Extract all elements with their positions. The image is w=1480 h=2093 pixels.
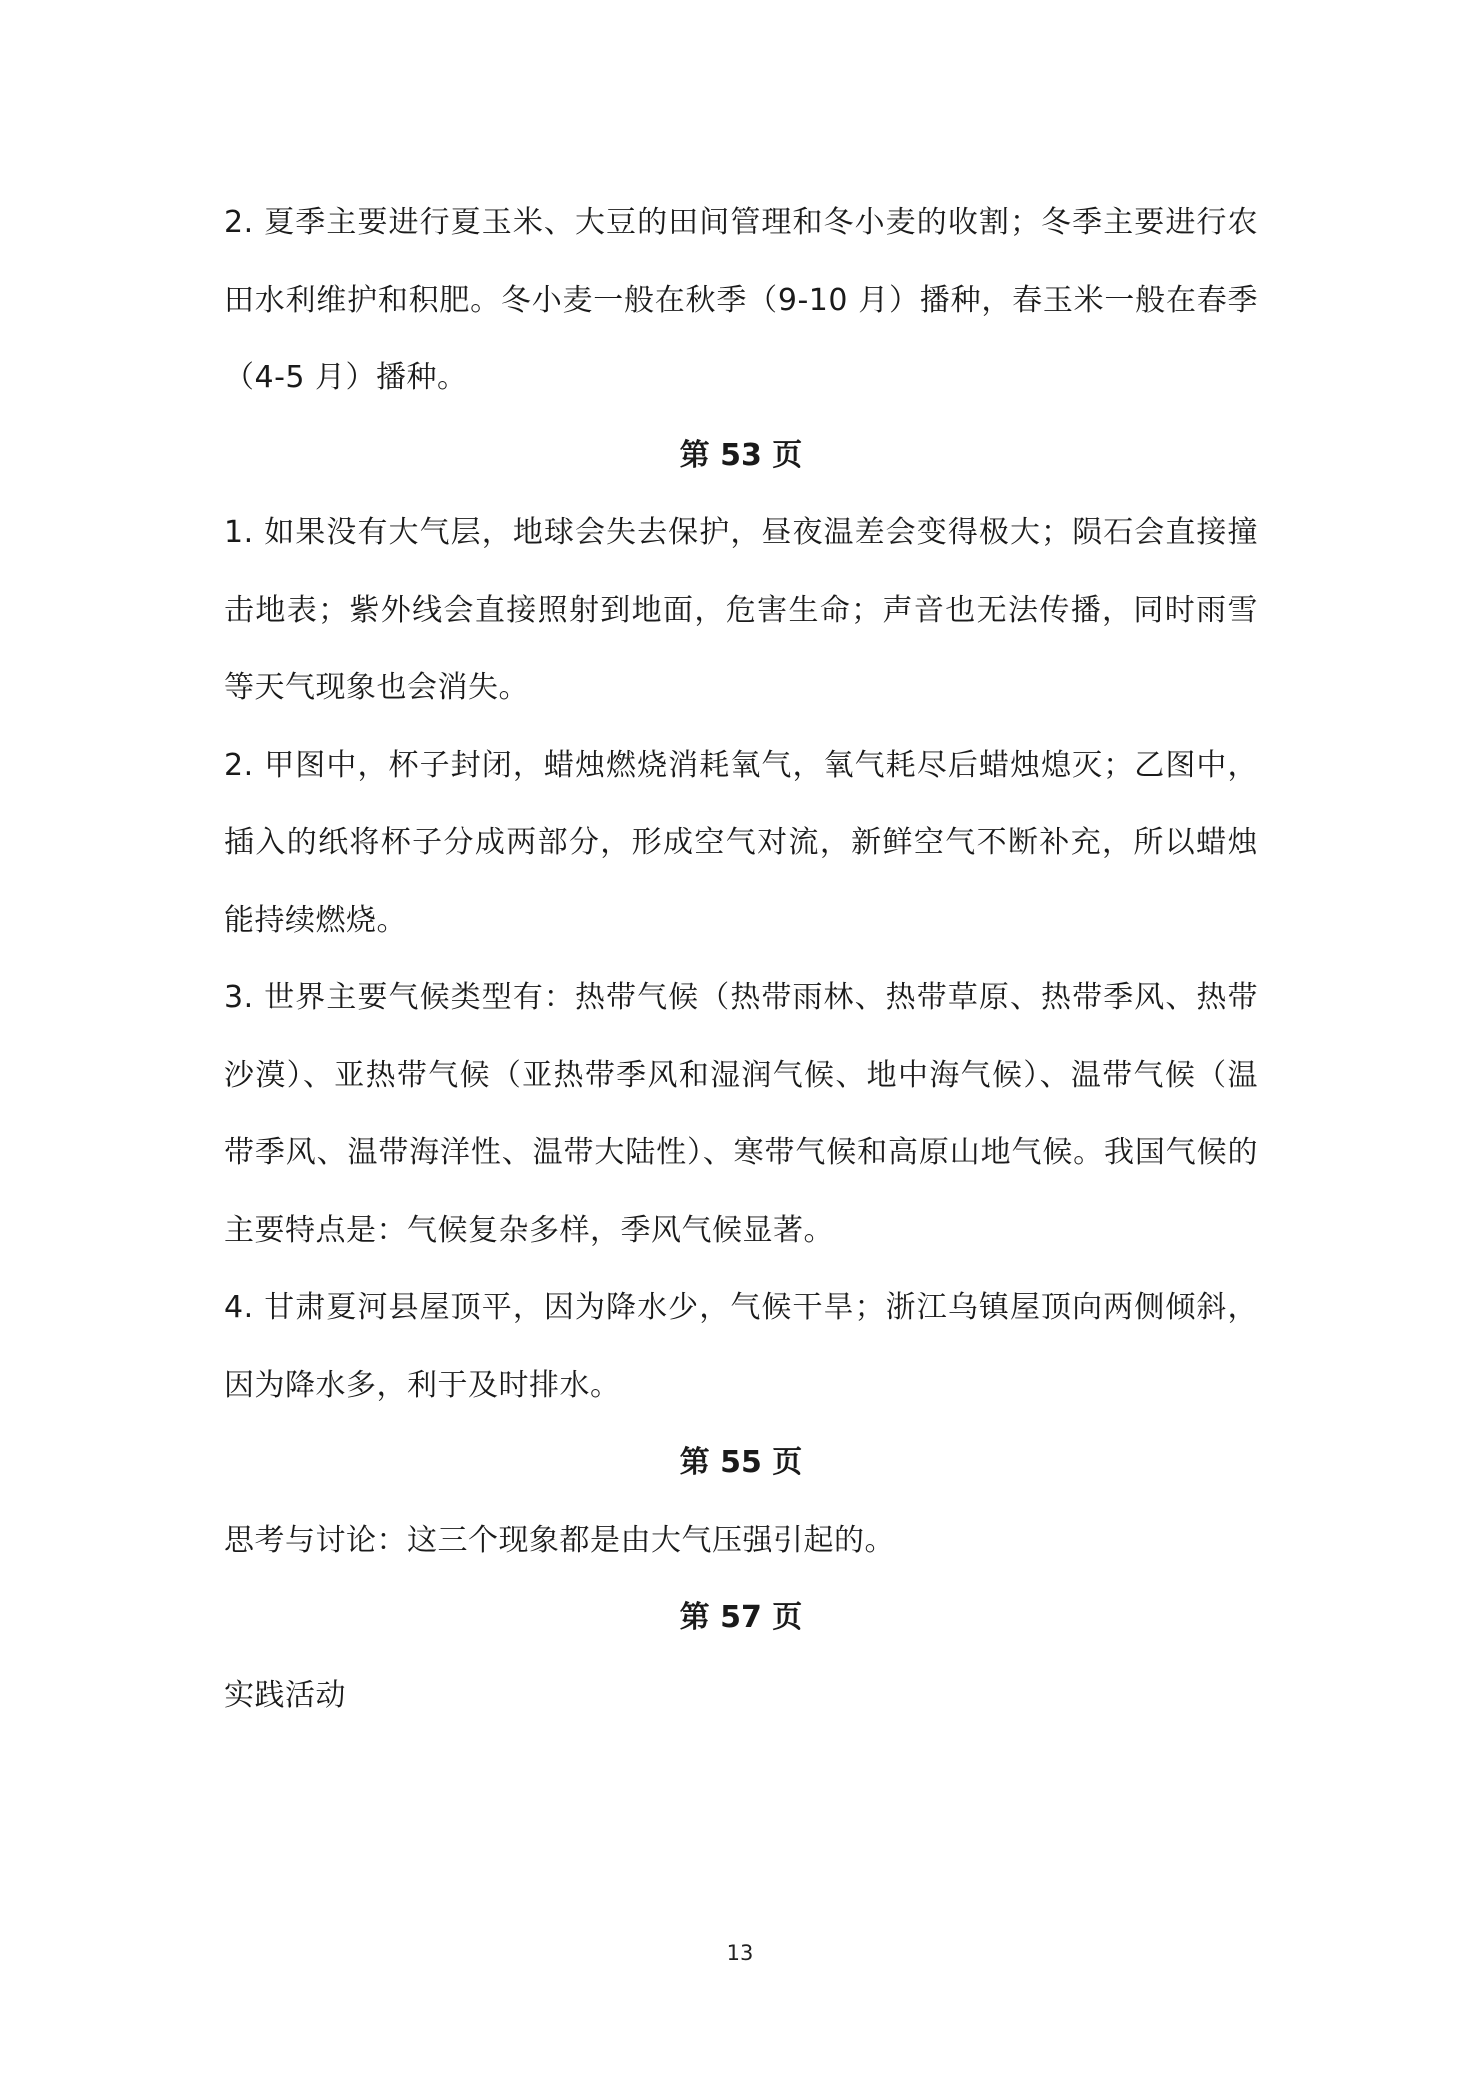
answer-paragraph: 1. 如果没有大气层，地球会失去保护，昼夜温差会变得极大；陨石会直接撞击地表；紫外线会直接照射到地面，危害生命；声音也无法传播，同时雨雪等天气现象也会消失。 <box>224 515 1258 705</box>
page-content <box>224 184 1258 1734</box>
answer-paragraph: 思考与讨论：这三个现象都是由大气压强引起的。 <box>224 1522 895 1558</box>
answer-paragraph: 实践活动 <box>224 1677 346 1713</box>
answer-paragraph: 2. 夏季主要进行夏玉米、大豆的田间管理和冬小麦的收割；冬季主要进行农田水利维护和积肥。冬小麦一般在秋季（9-10 月）播种，春玉米一般在春季（4-5 月）播种。 <box>224 205 1258 395</box>
answer-paragraph: 3. 世界主要气候类型有：热带气候（热带雨林、热带草原、热带季风、热带沙漠）、亚热带气候（亚热带季风和湿润气候、地中海气候）、温带气候（温带季风、温带海洋性、温带大陆性）、寒带气候和高原山地气候。我国气候的主要特点是：气候复杂多样，季风气候显著。 <box>224 980 1258 1248</box>
section-heading-page-57: 第 57 页 <box>679 1600 803 1635</box>
section-heading-page-55: 第 55 页 <box>679 1445 803 1480</box>
answer-paragraph: 2. 甲图中，杯子封闭，蜡烛燃烧消耗氧气，氧气耗尽后蜡烛熄灭；乙图中，插入的纸将杯子分成两部分，形成空气对流，新鲜空气不断补充，所以蜡烛能持续燃烧。 <box>224 747 1258 938</box>
answer-paragraph: 4. 甘肃夏河县屋顶平，因为降水少，气候干旱；浙江乌镇屋顶向两侧倾斜，因为降水多，利于及时排水。 <box>224 1290 1258 1403</box>
page-number: 13 <box>726 1941 754 1965</box>
section-heading-page-53: 第 53 页 <box>679 437 803 473</box>
